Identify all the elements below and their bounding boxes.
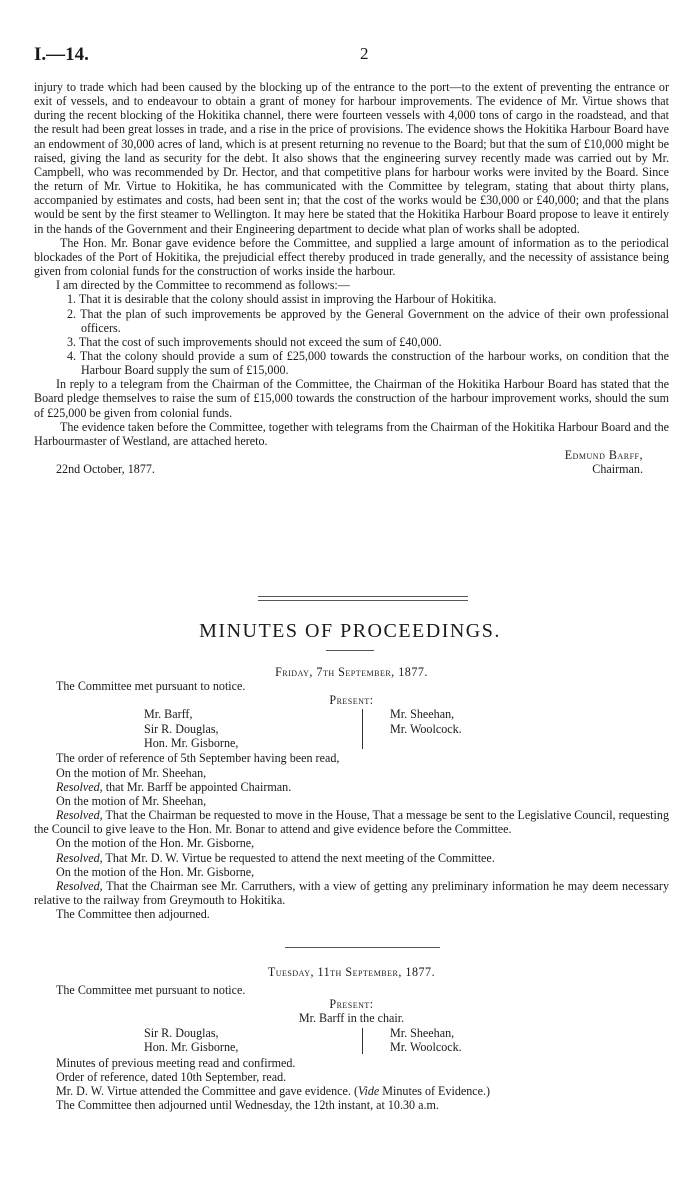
member-name: Hon. Mr. Gisborne, <box>144 1039 239 1054</box>
vide-label: Vide <box>357 1083 380 1098</box>
minutes-title: MINUTES OF PROCEEDINGS. <box>199 620 501 642</box>
meeting-2 <box>34 965 669 1112</box>
report-paragraph: The evidence taken before the Committee, together with telegrams from the Chairman of the Hokitika Harbour Board and the Harbourmaster of Westland, are attached hereto. <box>34 419 669 448</box>
members-present <box>34 707 669 751</box>
resolved-label: Resolved, <box>56 878 103 893</box>
members-present <box>34 1026 669 1056</box>
chair-line: Mr. Barff in the chair. <box>298 1011 405 1026</box>
page-header <box>34 44 666 66</box>
resolution-text: that Mr. Barff be appointed Chairman. <box>102 779 292 794</box>
member-name: Sir R. Douglas, <box>144 1025 219 1040</box>
resolution-text: That the Chairman see Mr. Carruthers, with a view of getting any preliminary information he may deem necessary relative to the railway from Greymouth to Hokitika. <box>34 878 669 908</box>
column-separator <box>362 1028 363 1054</box>
member-name: Mr. Sheehan, <box>390 1025 455 1040</box>
divider <box>258 600 468 601</box>
resolution <box>34 780 669 794</box>
meeting-date: Friday, 7th September, 1877. <box>275 665 428 679</box>
minute-line: The Committee then adjourned. <box>56 907 210 922</box>
page-number: 2 <box>360 44 369 63</box>
minute-line: On the motion of Mr. Sheehan, <box>56 765 207 780</box>
minute-text: Minutes of Evidence.) <box>379 1083 491 1098</box>
members-right-column <box>390 707 462 735</box>
minute-line <box>34 1084 669 1098</box>
report-paragraph: The Hon. Mr. Bonar gave evidence before the Committee, and supplied a large amount of information as to the periodical blockades of the Port of Hokitika, the prejudicial effect thereby produced in trade generally, and the necessity of assistance being given from colonial funds for the construction of works inside the harbour. <box>34 235 669 279</box>
meeting-date: Tuesday, 11th September, 1877. <box>267 965 436 979</box>
divider <box>326 650 374 651</box>
resolved-label: Resolved, <box>56 850 103 865</box>
minute-line: On the motion of the Hon. Mr. Gisborne, <box>56 864 255 879</box>
minute-line: Minutes of previous meeting read and confirmed. <box>56 1055 296 1070</box>
member-name: Hon. Mr. Gisborne, <box>144 735 239 750</box>
report-paragraph: In reply to a telegram from the Chairman of the Committee, the Chairman of the Hokitika Harbour Board has stated that the Board pledge themselves to raise the sum of £15,000 towards the construction of the harbour improvement works, should the sum of £25,000 be given from colonial funds. <box>34 377 669 420</box>
member-name: Sir R. Douglas, <box>144 721 219 736</box>
minute-text: Mr. D. W. Virtue attended the Committee and gave evidence. ( <box>56 1083 358 1098</box>
resolved-label: Resolved, <box>56 808 103 823</box>
meeting-1 <box>34 665 669 921</box>
recommendation-item: 2. That the plan of such improvements be approved by the General Government on the advice of their own professional officers. <box>67 306 669 335</box>
resolution <box>34 879 669 907</box>
report-date: 22nd October, 1877. <box>56 462 155 477</box>
minute-line: On the motion of Mr. Sheehan, <box>56 793 207 808</box>
member-name: Mr. Barff, <box>144 707 193 722</box>
members-left-column <box>144 707 238 749</box>
member-name: Mr. Woolcock. <box>390 721 462 736</box>
resolution-text: That the Chairman be requested to move in the House, That a message be sent to the Legislative Council, requesting the Council to give leave to the Hon. Mr. Bonar to attend and give evidence before the Committee. <box>34 808 669 837</box>
members-right-column <box>390 1026 462 1054</box>
meeting-opening: The Committee met pursuant to notice. <box>56 983 246 998</box>
member-name: Mr. Sheehan, <box>390 707 455 722</box>
signature-block <box>34 448 669 490</box>
member-name: Mr. Woolcock. <box>390 1039 462 1054</box>
recommend-intro: I am directed by the Committee to recommend as follows:— <box>56 278 350 293</box>
committee-report <box>34 80 669 490</box>
resolution-text: That Mr. D. W. Virtue be requested to attend the next meeting of the Committee. <box>102 850 495 865</box>
signatory-name: Edmund Barff, <box>564 448 643 463</box>
signatory-title: Chairman. <box>592 462 643 477</box>
minute-line: The order of reference of 5th September having been read, <box>56 751 340 766</box>
recommendation-item: 4. That the colony should provide a sum of £25,000 towards the construction of the harbour works, on condition that the Harbour Board supply the sum of £15,000. <box>67 348 669 378</box>
resolution <box>34 808 669 836</box>
present-label: Present: <box>329 693 374 708</box>
present-label: Present: <box>329 997 374 1012</box>
divider <box>285 947 440 948</box>
minute-line: The Committee then adjourned until Wednesday, the 12th instant, at 10.30 a.m. <box>56 1098 439 1113</box>
recommendation-item: 3. That the cost of such improvements should not exceed the sum of £40,000. <box>67 334 442 349</box>
resolution <box>34 851 669 865</box>
minute-line: On the motion of the Hon. Mr. Gisborne, <box>56 836 255 851</box>
members-left-column <box>144 1026 238 1054</box>
recommendations-list <box>34 292 669 377</box>
column-separator <box>362 709 363 749</box>
meeting-opening: The Committee met pursuant to notice. <box>56 679 246 694</box>
minute-line: Order of reference, dated 10th September, read. <box>56 1069 287 1084</box>
divider <box>258 596 468 597</box>
resolved-label: Resolved, <box>56 779 103 794</box>
recommendation-item: 1. That it is desirable that the colony should assist in improving the Harbour of Hokitika. <box>67 292 497 307</box>
report-paragraph: injury to trade which had been caused by the blocking up of the entrance to the port—to the extent of preventing the entrance or exit of vessels, and to endeavour to obtain a grant of money for harbour improvements. The evidence of Mr. Virtue shows that during the recent blocking of the Hokitika channel, there were fourteen vessels with 4,000 tons of cargo in the roadstead, and that the result had been great losses in trade, and a rise in the price of provisions. The evidence shows the Hokitika Harbour Board have an endowment of 30,000 acres of land, which is at present returning no revenue to the Board; but that the sum of £10,000 might be raised, giving the land as security for the debt. It also shows that the engineering survey recently made was carried out by Mr. Campbell, who was recommended by Dr. Hector, and that competitive plans for harbour works were invited by the Board. Since the return of Mr. Virtue to Hokitika, he has communicated with the Committee by telegram, stating that about thirty plans, accompanied by estimates and costs, had been sent in; that the cost of the works would be £30,000 or £40,000; and that the plans would be sent by the first steamer to Wellington. It may here be stated that the Hokitika Harbour Board propose to leave it entirely in the hands of the Government and their Engineering department to decide what plan of works shall be adopted. <box>34 80 669 236</box>
document-id: I.—14. <box>34 44 89 65</box>
